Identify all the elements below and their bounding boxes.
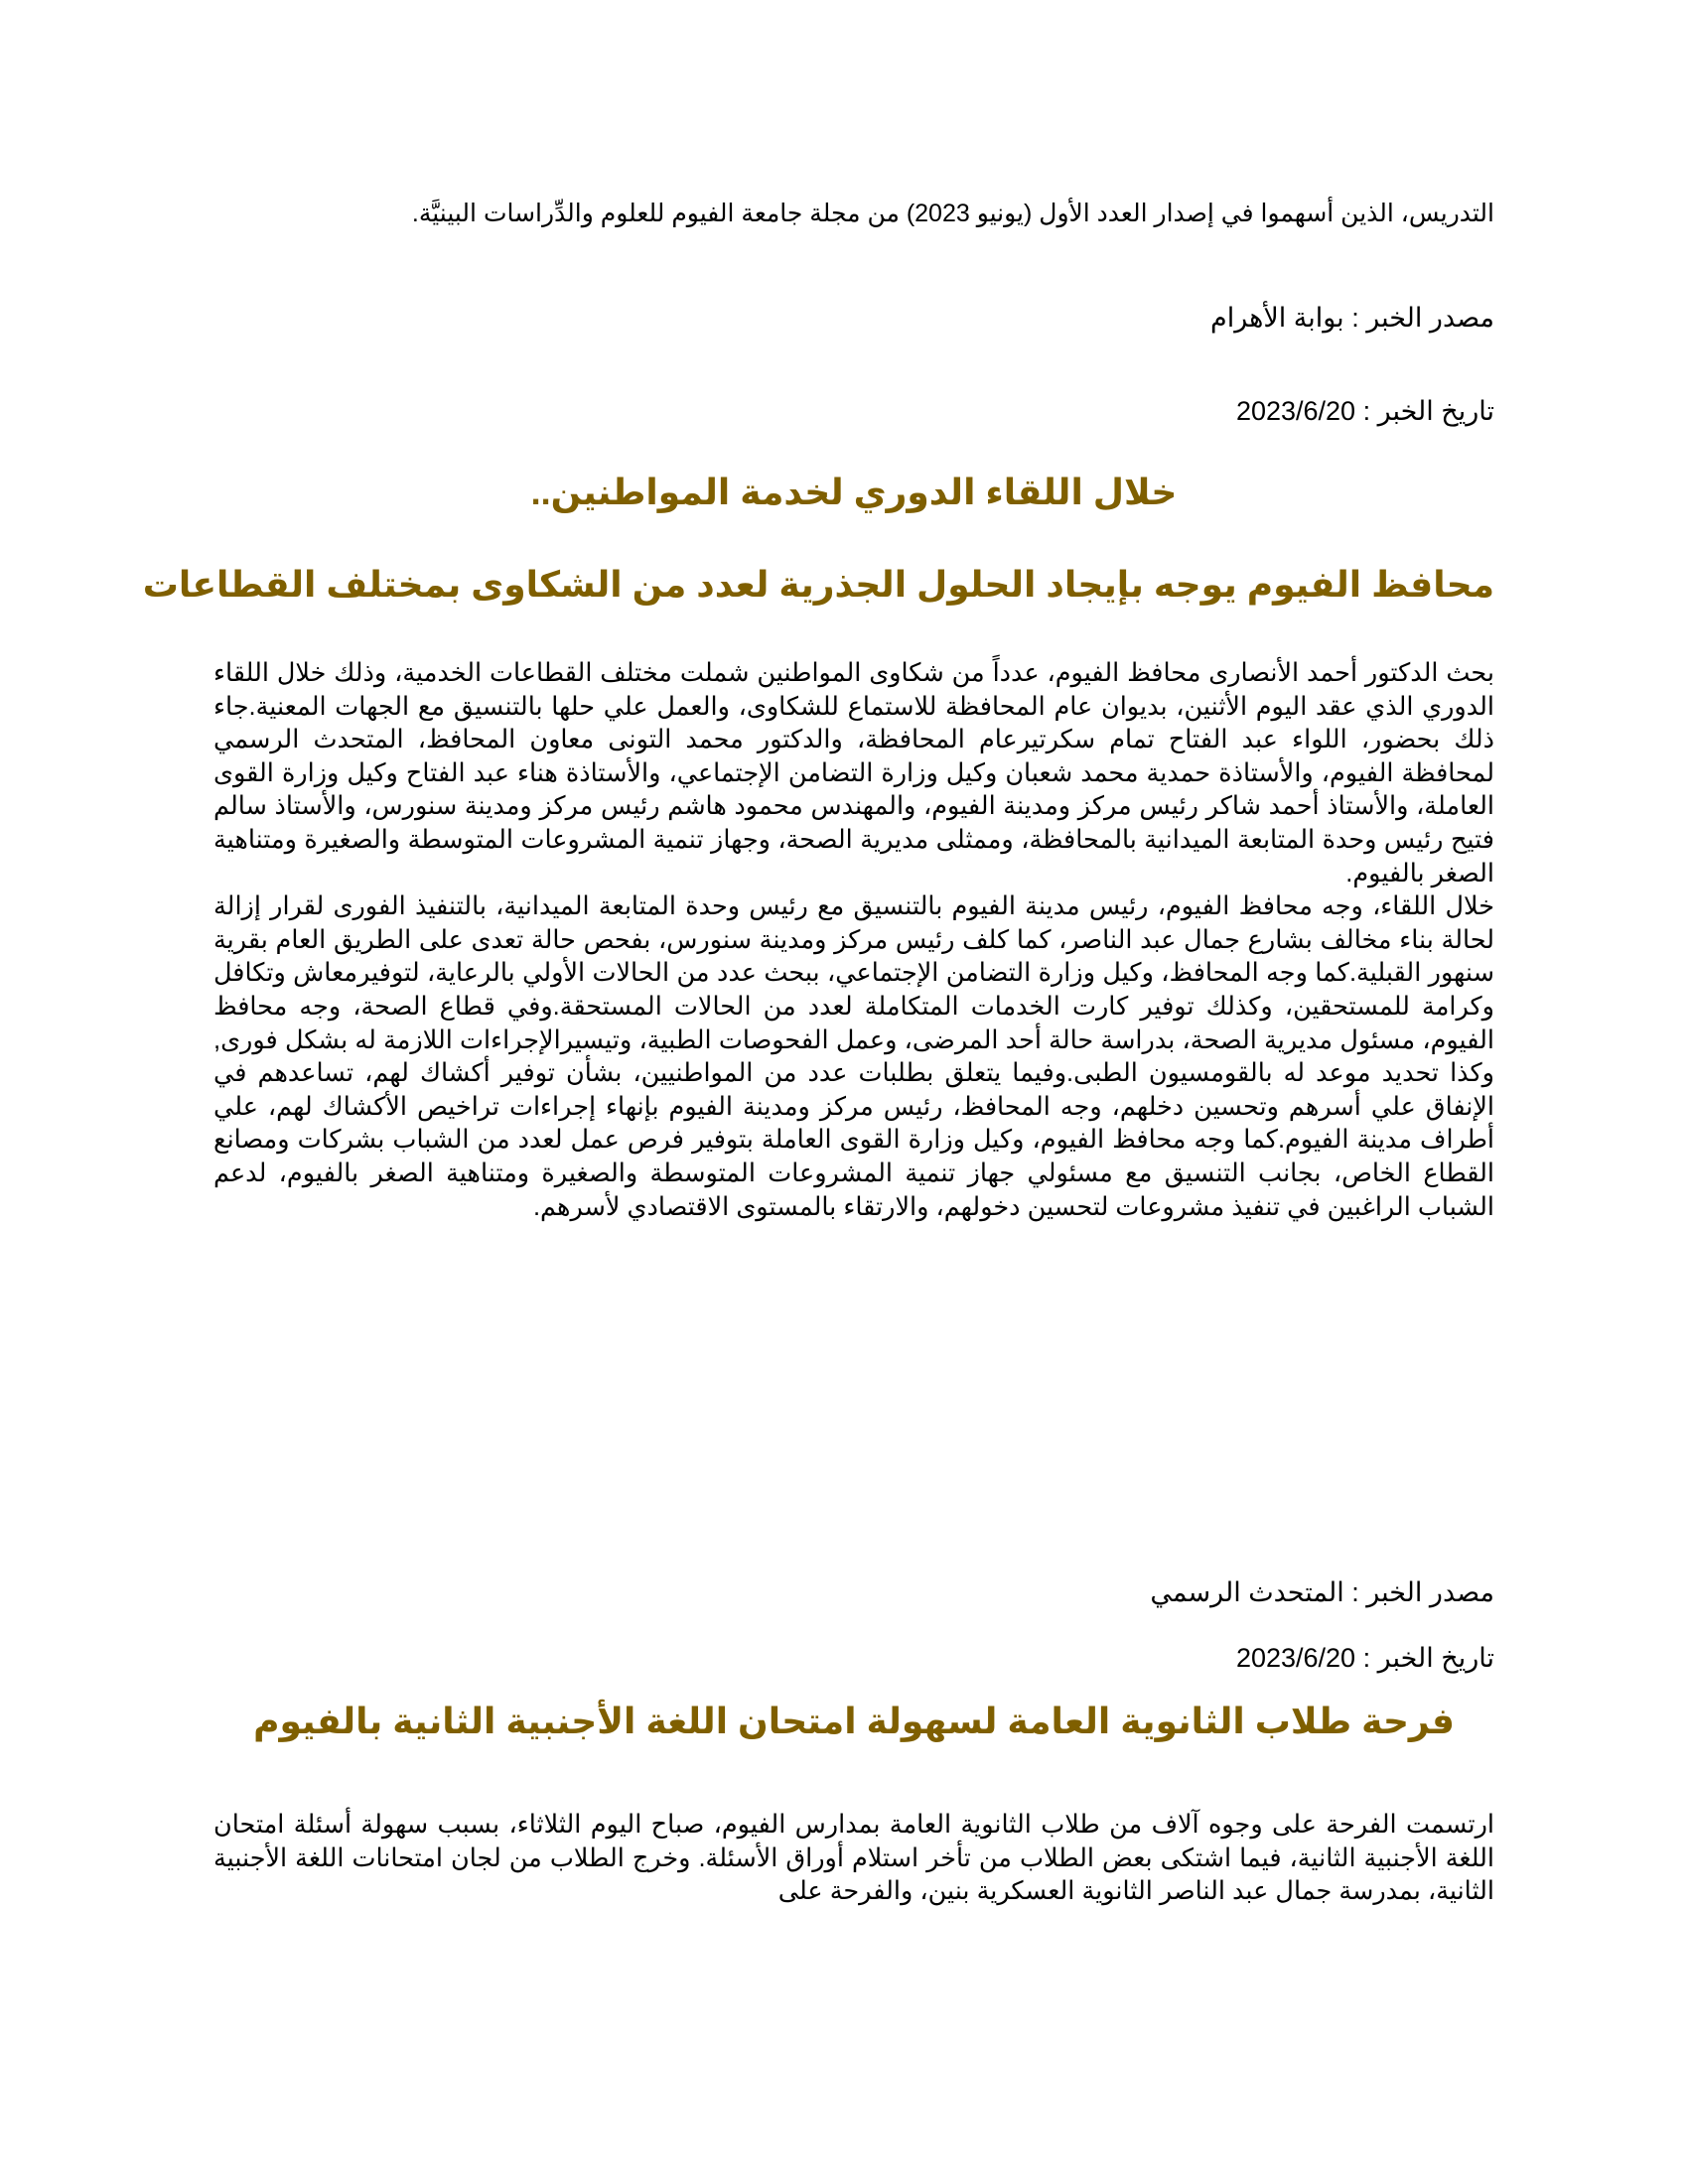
article-paragraph: خلال اللقاء، وجه محافظ الفيوم، رئيس مدينة الفيوم بالتنسيق مع رئيس وحدة المتابعة الميدانية، بالتنفيذ الفورى لقرار إزالة لحالة بناء مخالف بشارع جمال عبد الناصر، كما كلف رئيس مركز ومدينة سنورس، بفحص حالة تعدى على الطريق العام بقرية سنهور القبلية.كما وجه المحافظ، وكيل وزارة التضامن الإجتماعي، ببحث عدد من الحالات الأولي بالرعاية، لتوفيرمعاش وتكافل وكرامة للمستحقين، وكذلك توفير كارت الخدمات المتكاملة لعدد من الحالات المستحقة.وفي قطاع الصحة، وجه محافظ الفيوم، مسئول مديرية الصحة، بدراسة حالة أحد المرضى، وعمل الفحوصات الطبية، وتيسيرالإجراءات اللازمة له بشكل فورى, وكذا تحديد موعد له بالقومسيون الطبى.وفيما يتعلق بطلبات عدد من المواطنيين، بشأن توفير أكشاك لهم، تساعدهم في الإنفاق علي أسرهم وتحسين دخلهم، وجه المحافظ، رئيس مركز ومدينة الفيوم بإنهاء إجراءات تراخيص الأكشاك لهم، علي أطراف مدينة الفيوم.كما وجه محافظ الفيوم، وكيل وزارة القوى العاملة بتوفير فرص عمل لعدد من الشباب بشركات ومصانع القطاع الخاص، بجانب التنسيق مع مسئولي جهاز تنمية المشروعات المتوسطة والصغيرة ومتناهية الصغر بالفيوم، لدعم الشباب الراغبين في تنفيذ مشروعات لتحسين دخولهم، والارتقاء بالمستوى الاقتصادي لأسرهم.: [213, 892, 1494, 1221]
article-body: [213, 1809, 1494, 1909]
article-headline-main: محافظ الفيوم يوجه بإيجاد الحلول الجذرية لعدد من الشكاوى بمختلف القطاعات: [142, 564, 1494, 605]
article-headline-kicker: خلال اللقاء الدوري لخدمة المواطنين..: [530, 472, 1178, 512]
article-paragraph: بحث الدكتور أحمد الأنصارى محافظ الفيوم، عدداً من شكاوى المواطنين شملت مختلف القطاعات الخدمية، وذلك خلال اللقاء الدوري الذي عقد اليوم الأثنين، بديوان عام المحافظة للاستماع للشكاوى، والعمل علي حلها بالتنسيق مع الجهات المعنية.جاء ذلك بحضور، اللواء عبد الفتاح تمام سكرتيرعام المحافظة، والدكتور محمد التونى معاون المحافظ، المتحدث الرسمي لمحافظة الفيوم، والأستاذة حمدية محمد شعبان وكيل وزارة التضامن الإجتماعي، والأستاذة هناء عبد الفتاح وكيل وزارة القوى العاملة، والأستاذ أحمد شاكر رئيس مركز ومدينة الفيوم، والمهندس محمود هاشم رئيس مركز ومدينة سنورس، والأستاذ سالم فتيح رئيس وحدة المتابعة الميدانية بالمحافظة، وممثلى مديرية الصحة، وجهاز تنمية المشروعات المتوسطة والصغيرة ومتناهية الصغر بالفيوم.: [213, 659, 1494, 887]
article-headline-main: فرحة طلاب الثانوية العامة لسهولة امتحان اللغة الأجنبية الثانية بالفيوم: [253, 1701, 1455, 1741]
news-source-label: مصدر الخبر : بوابة الأهرام: [1209, 303, 1494, 333]
news-date-label: تاريخ الخبر : 2023/6/20: [1235, 1643, 1494, 1673]
news-date-label: تاريخ الخبر : 2023/6/20: [1235, 396, 1494, 426]
intro-paragraph: التدريس، الذين أسهموا في إصدار العدد الأول (يونيو 2023) من مجلة جامعة الفيوم للعلوم والدِّراسات البينيَّة.: [411, 200, 1494, 227]
article-paragraph: ارتسمت الفرحة على وجوه آلاف من طلاب الثانوية العامة بمدارس الفيوم، صباح اليوم الثلاثاء، بسبب سهولة أسئلة امتحان اللغة الأجنبية الثانية، فيما اشتكى بعض الطلاب من تأخر استلام أوراق الأسئلة. وخرج الطلاب من لجان امتحانات اللغة الأجنبية الثانية، بمدرسة جمال عبد الناصر الثانوية العسكرية بنين، والفرحة على: [213, 1811, 1494, 1906]
news-source-label: مصدر الخبر : المتحدث الرسمي: [1150, 1577, 1494, 1607]
article-body: [213, 657, 1494, 1224]
